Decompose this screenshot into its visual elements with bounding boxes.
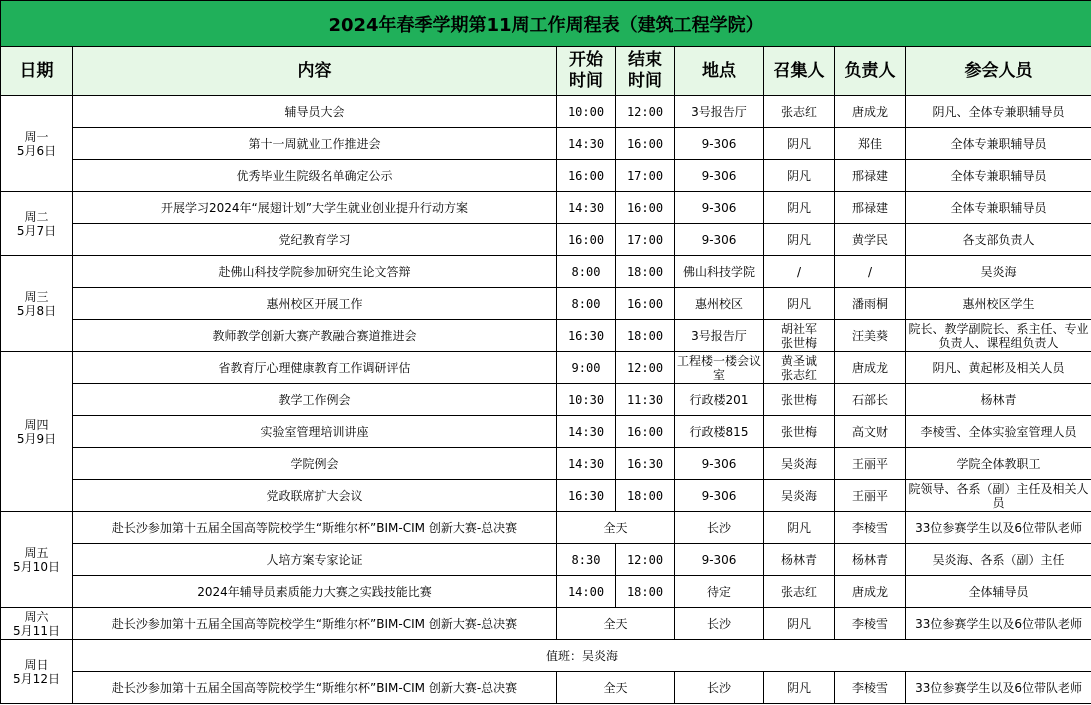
- header-place: 地点: [675, 47, 764, 96]
- event-attendees: 学院全体教职工: [906, 448, 1091, 480]
- event-start-time: 10:30: [557, 384, 616, 416]
- event-start-time: 16:30: [557, 320, 616, 352]
- event-content: 赴长沙参加第十五届全国高等院校学生“斯维尔杯”BIM-CIM 创新大赛-总决赛: [73, 672, 557, 704]
- event-place: 工程楼一楼会议室: [675, 352, 764, 384]
- event-end-time: 11:30: [616, 384, 675, 416]
- table-row: [1, 608, 1091, 640]
- duty-cell: 值班：吴炎海: [73, 640, 1091, 672]
- event-content: 辅导员大会: [73, 96, 557, 128]
- table-row: [1, 160, 1091, 192]
- event-leader: 唐成龙: [835, 576, 906, 608]
- event-attendees: 阴凡、黄起彬及相关人员: [906, 352, 1091, 384]
- event-content: 开展学习2024年“展翅计划”大学生就业创业提升行动方案: [73, 192, 557, 224]
- schedule-body: [1, 96, 1091, 704]
- event-start-time: 8:00: [557, 288, 616, 320]
- event-convener: /: [764, 256, 835, 288]
- event-place: 3号报告厅: [675, 320, 764, 352]
- event-convener: 阴凡: [764, 672, 835, 704]
- header-leader: 负责人: [835, 47, 906, 96]
- event-attendees: 33位参赛学生以及6位带队老师: [906, 608, 1091, 640]
- table-row: [1, 480, 1091, 512]
- event-leader: 潘雨桐: [835, 288, 906, 320]
- event-content: 教学工作例会: [73, 384, 557, 416]
- table-row: [1, 448, 1091, 480]
- event-end-time: 12:00: [616, 96, 675, 128]
- table-row: [1, 512, 1091, 544]
- event-end-time: 12:00: [616, 544, 675, 576]
- event-convener: 张志红: [764, 96, 835, 128]
- event-end-time: 18:00: [616, 576, 675, 608]
- event-end-time: 12:00: [616, 352, 675, 384]
- table-row: [1, 416, 1091, 448]
- event-leader: 李棱雪: [835, 608, 906, 640]
- event-place: 3号报告厅: [675, 96, 764, 128]
- event-convener: 吴炎海: [764, 448, 835, 480]
- event-convener: 阴凡: [764, 128, 835, 160]
- table-row: [1, 640, 1091, 672]
- event-start-time: 14:00: [557, 576, 616, 608]
- header-attendees: 参会人员: [906, 47, 1091, 96]
- event-convener: 阴凡: [764, 160, 835, 192]
- event-convener: 阴凡: [764, 512, 835, 544]
- table-row: [1, 96, 1091, 128]
- day-cell: 周五 5月10日: [1, 512, 73, 608]
- table-row: [1, 384, 1091, 416]
- event-allday: 全天: [557, 512, 675, 544]
- event-start-time: 16:00: [557, 160, 616, 192]
- event-content: 2024年辅导员素质能力大赛之实践技能比赛: [73, 576, 557, 608]
- event-content: 省教育厅心理健康教育工作调研评估: [73, 352, 557, 384]
- event-start-time: 14:30: [557, 416, 616, 448]
- header-start-time: 开始 时间: [557, 47, 616, 96]
- event-leader: 郑佳: [835, 128, 906, 160]
- event-attendees: 李棱雪、全体实验室管理人员: [906, 416, 1091, 448]
- event-convener: 胡社军 张世梅: [764, 320, 835, 352]
- event-attendees: 院长、教学副院长、系主任、专业负责人、课程组负责人: [906, 320, 1091, 352]
- event-attendees: 全体专兼职辅导员: [906, 128, 1091, 160]
- day-cell: 周二 5月7日: [1, 192, 73, 256]
- table-row: [1, 352, 1091, 384]
- event-leader: 杨林青: [835, 544, 906, 576]
- event-start-time: 14:30: [557, 192, 616, 224]
- event-content: 实验室管理培训讲座: [73, 416, 557, 448]
- event-attendees: 杨林青: [906, 384, 1091, 416]
- event-convener: 张世梅: [764, 384, 835, 416]
- event-place: 9-306: [675, 128, 764, 160]
- event-attendees: 全体专兼职辅导员: [906, 192, 1091, 224]
- event-end-time: 17:00: [616, 160, 675, 192]
- day-cell: 周六 5月11日: [1, 608, 73, 640]
- event-convener: 阴凡: [764, 224, 835, 256]
- table-row: [1, 256, 1091, 288]
- event-place: 9-306: [675, 192, 764, 224]
- event-convener: 张世梅: [764, 416, 835, 448]
- day-cell: 周一 5月6日: [1, 96, 73, 192]
- event-place: 9-306: [675, 544, 764, 576]
- event-convener: 阴凡: [764, 192, 835, 224]
- event-end-time: 16:30: [616, 448, 675, 480]
- event-end-time: 16:00: [616, 416, 675, 448]
- event-place: 长沙: [675, 672, 764, 704]
- event-attendees: 全体专兼职辅导员: [906, 160, 1091, 192]
- event-place: 9-306: [675, 480, 764, 512]
- table-row: [1, 224, 1091, 256]
- event-attendees: 阴凡、全体专兼职辅导员: [906, 96, 1091, 128]
- event-content: 教师教学创新大赛产教融合赛道推进会: [73, 320, 557, 352]
- event-end-time: 16:00: [616, 288, 675, 320]
- event-end-time: 16:00: [616, 192, 675, 224]
- event-content: 赴长沙参加第十五届全国高等院校学生“斯维尔杯”BIM-CIM 创新大赛-总决赛: [73, 608, 557, 640]
- event-allday: 全天: [557, 672, 675, 704]
- event-convener: 吴炎海: [764, 480, 835, 512]
- event-convener: 阴凡: [764, 608, 835, 640]
- event-place: 9-306: [675, 224, 764, 256]
- table-row: [1, 544, 1091, 576]
- event-content: 优秀毕业生院级名单确定公示: [73, 160, 557, 192]
- event-start-time: 14:30: [557, 448, 616, 480]
- day-cell: 周日 5月12日: [1, 640, 73, 704]
- event-leader: 王丽平: [835, 480, 906, 512]
- table-row: [1, 576, 1091, 608]
- event-leader: 唐成龙: [835, 96, 906, 128]
- event-content: 赴长沙参加第十五届全国高等院校学生“斯维尔杯”BIM-CIM 创新大赛-总决赛: [73, 512, 557, 544]
- table-row: [1, 672, 1091, 704]
- table-row: [1, 128, 1091, 160]
- event-content: 学院例会: [73, 448, 557, 480]
- header-content: 内容: [73, 47, 557, 96]
- event-start-time: 16:30: [557, 480, 616, 512]
- header-convener: 召集人: [764, 47, 835, 96]
- event-leader: /: [835, 256, 906, 288]
- event-start-time: 14:30: [557, 128, 616, 160]
- event-convener: 张志红: [764, 576, 835, 608]
- event-attendees: 全体辅导员: [906, 576, 1091, 608]
- event-content: 党纪教育学习: [73, 224, 557, 256]
- page-title: 2024年春季学期第11周工作周程表（建筑工程学院）: [1, 1, 1091, 47]
- event-convener: 阴凡: [764, 288, 835, 320]
- event-place: 待定: [675, 576, 764, 608]
- day-cell: 周四 5月9日: [1, 352, 73, 512]
- day-cell: 周三 5月8日: [1, 256, 73, 352]
- event-attendees: 吴炎海: [906, 256, 1091, 288]
- event-leader: 汪美葵: [835, 320, 906, 352]
- event-place: 行政楼815: [675, 416, 764, 448]
- event-attendees: 吴炎海、各系（副）主任: [906, 544, 1091, 576]
- event-place: 惠州校区: [675, 288, 764, 320]
- event-convener: 杨林青: [764, 544, 835, 576]
- event-attendees: 33位参赛学生以及6位带队老师: [906, 512, 1091, 544]
- header-date: 日期: [1, 47, 73, 96]
- event-content: 赴佛山科技学院参加研究生论文答辩: [73, 256, 557, 288]
- event-attendees: 各支部负责人: [906, 224, 1091, 256]
- header-end-time: 结束 时间: [616, 47, 675, 96]
- event-leader: 唐成龙: [835, 352, 906, 384]
- event-end-time: 16:00: [616, 128, 675, 160]
- table-row: [1, 192, 1091, 224]
- table-row: [1, 320, 1091, 352]
- event-leader: 邢禄建: [835, 160, 906, 192]
- event-leader: 李棱雪: [835, 512, 906, 544]
- event-place: 长沙: [675, 608, 764, 640]
- event-end-time: 18:00: [616, 480, 675, 512]
- event-start-time: 10:00: [557, 96, 616, 128]
- event-end-time: 18:00: [616, 320, 675, 352]
- event-leader: 黄学民: [835, 224, 906, 256]
- event-leader: 高文财: [835, 416, 906, 448]
- event-leader: 王丽平: [835, 448, 906, 480]
- event-start-time: 8:00: [557, 256, 616, 288]
- event-start-time: 16:00: [557, 224, 616, 256]
- event-place: 9-306: [675, 160, 764, 192]
- event-place: 长沙: [675, 512, 764, 544]
- event-attendees: 惠州校区学生: [906, 288, 1091, 320]
- header-row: [1, 47, 1091, 96]
- event-convener: 黄圣诚 张志红: [764, 352, 835, 384]
- table-row: [1, 288, 1091, 320]
- event-leader: 石部长: [835, 384, 906, 416]
- event-attendees: 33位参赛学生以及6位带队老师: [906, 672, 1091, 704]
- event-place: 9-306: [675, 448, 764, 480]
- event-content: 第十一周就业工作推进会: [73, 128, 557, 160]
- event-content: 党政联席扩大会议: [73, 480, 557, 512]
- event-start-time: 8:30: [557, 544, 616, 576]
- event-content: 人培方案专家论证: [73, 544, 557, 576]
- event-content: 惠州校区开展工作: [73, 288, 557, 320]
- event-place: 行政楼201: [675, 384, 764, 416]
- event-end-time: 17:00: [616, 224, 675, 256]
- event-place: 佛山科技学院: [675, 256, 764, 288]
- event-end-time: 18:00: [616, 256, 675, 288]
- event-attendees: 院领导、各系（副）主任及相关人员: [906, 480, 1091, 512]
- event-allday: 全天: [557, 608, 675, 640]
- event-leader: 邢禄建: [835, 192, 906, 224]
- event-start-time: 9:00: [557, 352, 616, 384]
- event-leader: 李棱雪: [835, 672, 906, 704]
